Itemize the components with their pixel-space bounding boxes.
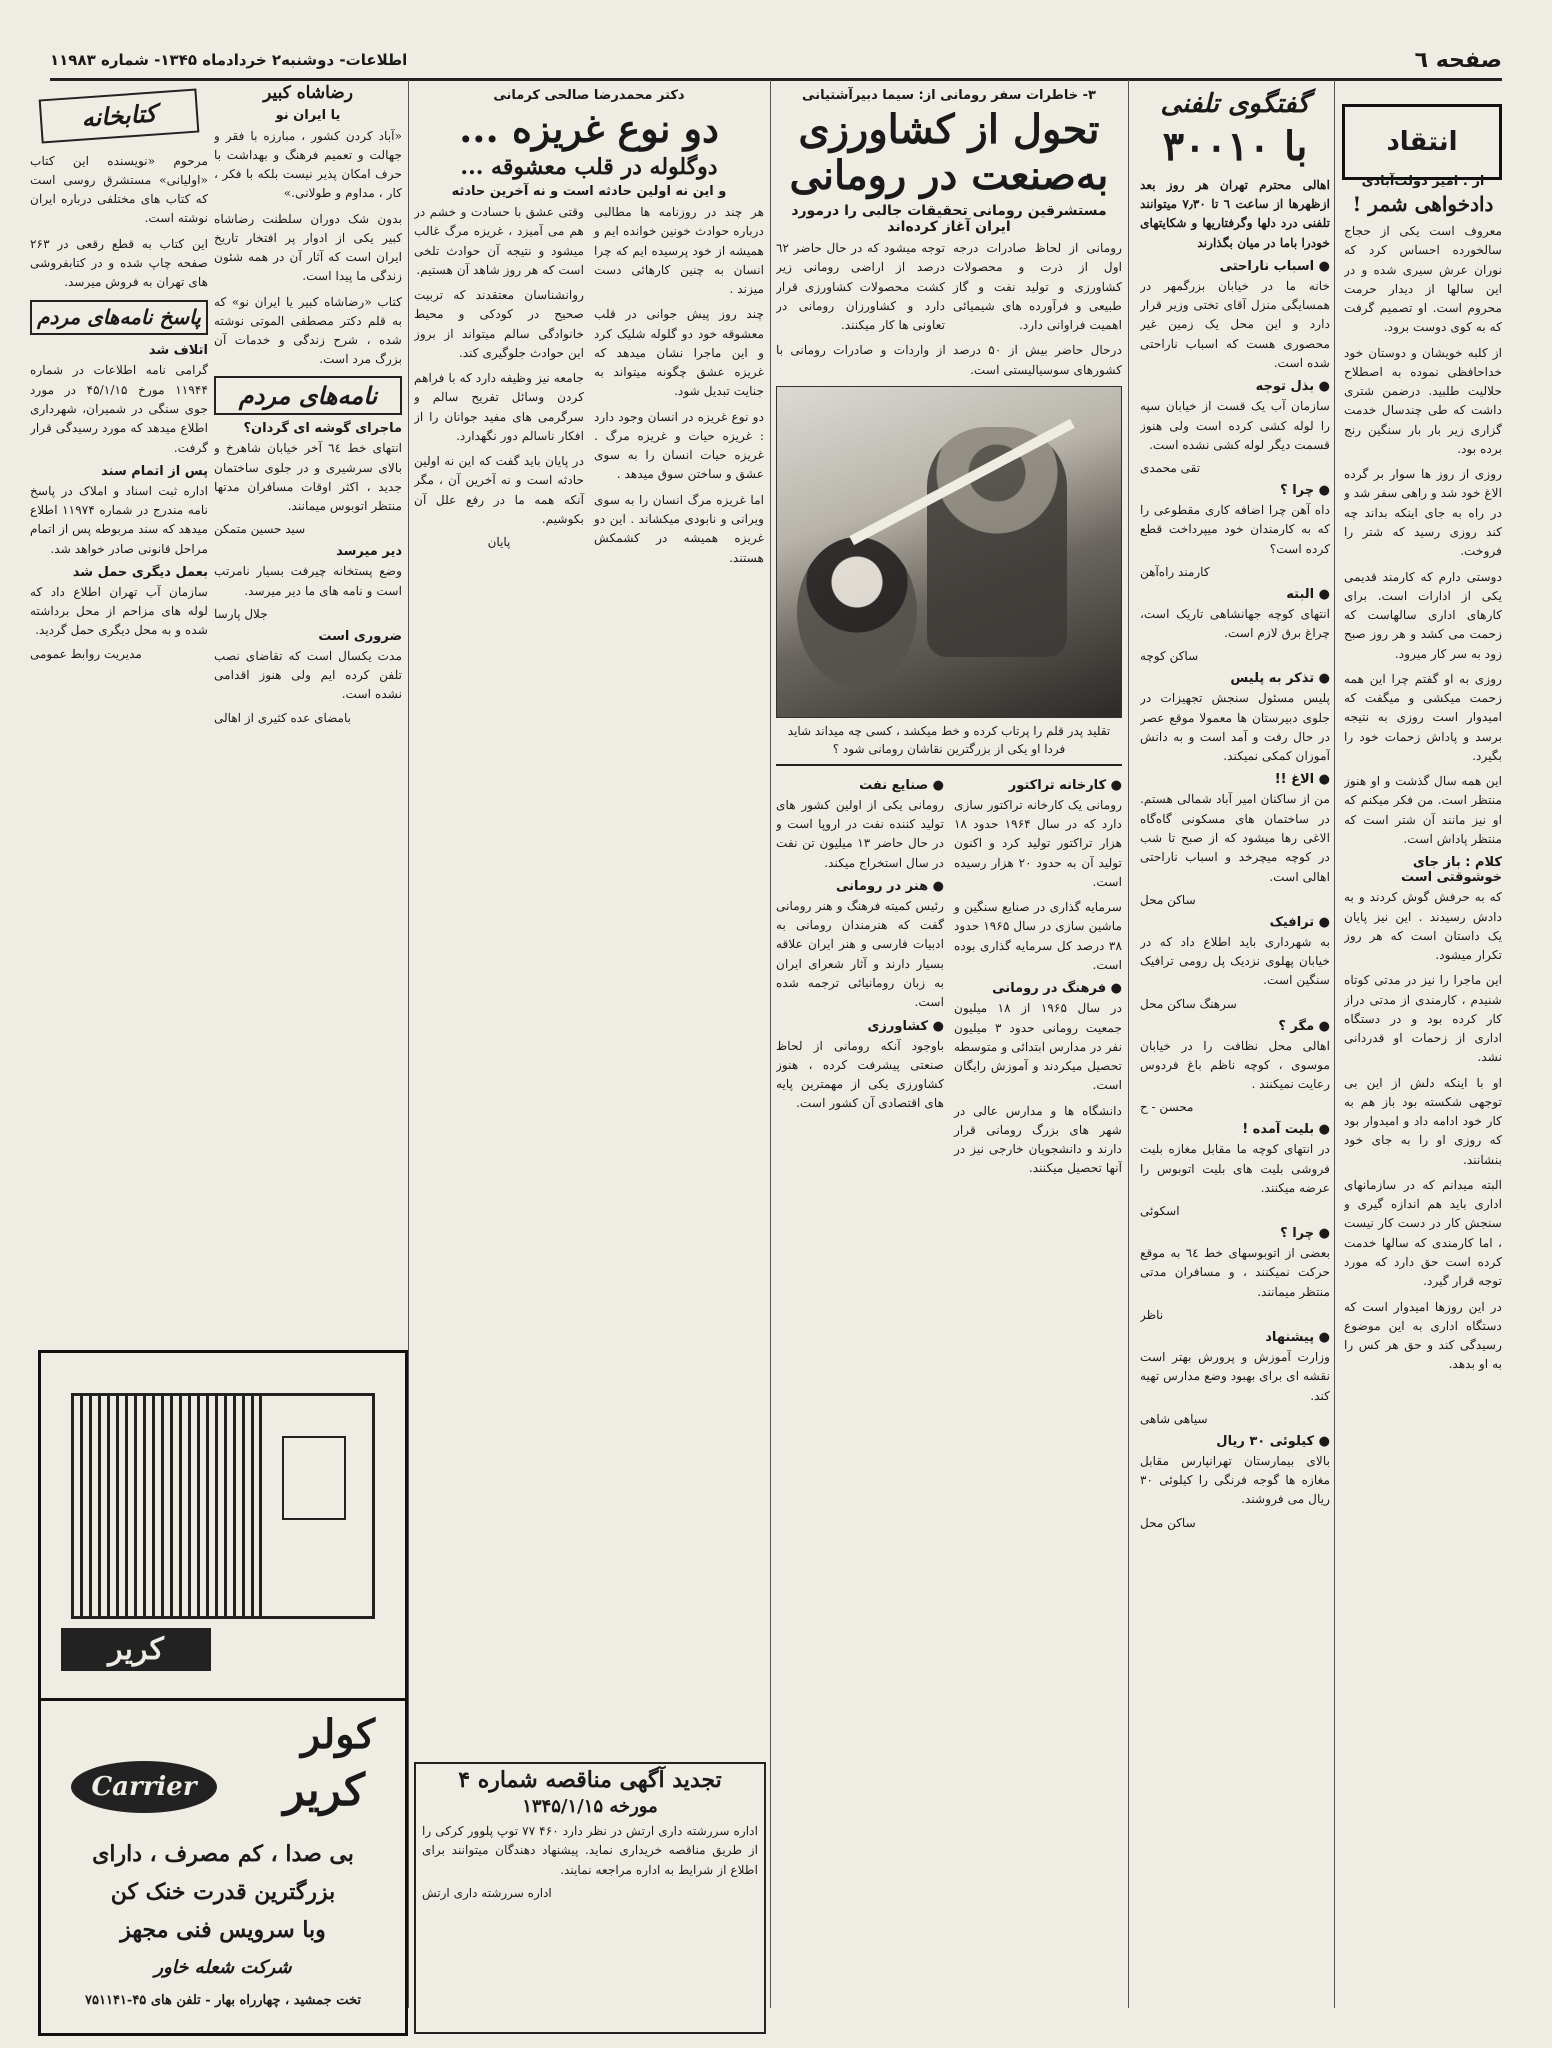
section-sign: کارمند راه‌آهن [1140,564,1210,579]
notice-date: مورخه ۱۳۴۵/۱/۱۵ [522,1796,658,1818]
photo-figure-child [797,537,917,687]
section-title: ● اسباب ناراحتی [1219,258,1330,274]
column-instinct [414,84,764,2044]
section-title: ● صنایع نفت [859,777,944,793]
issue-info: اطلاعات- دوشنبه۲ خردادماه ۱۳۴۵- شماره ۱۱۹۸۳ [50,51,408,69]
article-byline: دکتر محمدرضا صالحی کرمانی [493,88,685,103]
article-byline: ۳- خاطرات سفر رومانی از: سیما دبیرآشتیانی [802,88,1096,103]
article-end: پایان [487,535,511,550]
letter-title: ضروری است [318,628,402,644]
section-sign: محسن - ح [1140,1100,1194,1115]
section-sign: سرهنگ ساکن محل [1140,996,1237,1011]
article-paragraph: روزی از روز ها سوار بر گرده الاغ خود شد و راهی سفر شد و در راه به جای اینکه بداند چه کند روزی رسید که شتر را فروخت. [1344,467,1502,559]
article-paragraph: وقتی عشق با حسادت و خشم در هم می آمیزد ، غریزه مرگ غالب میشود و نتیجه آن حوادث تلخی است که هر روز شاهد آن هستیم. [414,204,584,277]
answer-body: اداره ثبت اسناد و املاک در پاسخ نامه مندرج در شماره ۱۱۹۷۴ اطلاع میدهد که سند مربوطه پس از اتمام مراحل قانونی صادر خواهد شد. [30,483,208,556]
section-body: انتهای کوچه جهانشاهی تاریک است، چراغ برق لازم است. [1140,606,1330,641]
section-body: بالای بیمارستان تهرانپارس مقابل مغازه ها گوجه فرنگی را کیلوئی ۳۰ ریال می فروشند. [1140,1453,1330,1507]
section-title: ● ترافیک [1269,914,1330,930]
letter-body: انتهای خط ٦٤ آخر خیابان شاهرخ و بالای سرشیری و در جلوی ساختمان جدید ، اکثر اوقات مسافران مدتها منتظر اتوبوس میمانند. [214,441,402,514]
section-title: ● فرهنگ در رومانی [992,981,1122,997]
article-paragraph: اما غریزه مرگ انسان را به سوی ویرانی و نابودی میکشاند . این دو غریزه همیشه در کشمکش هستند. [594,492,764,565]
section-body: به شهرداری باید اطلاع داد که در خیابان پهلوی نزدیک پل رومی ترافیک سنگین است. [1140,934,1330,988]
article-paragraph: «آباد کردن کشور ، مبارزه با فقر و جهالت و تعمیم فرهنگ و بهداشت با حرف امکان پذیر نیست بلکه با فکر ، کار ، مداوم و طولانی.» [214,128,402,201]
article-paragraph: دانشگاه ها و مدارس عالی در شهر های بزرگ رومانی قرار دارند و دانشجویان خارجی نیز در آنها تحصیل میکنند. [954,1103,1122,1176]
section-sign: اسکوئی [1140,1204,1180,1219]
body-columns [776,772,1122,1185]
article-paragraph: توجه میشود که در حال حاضر ٦۲ درصد از اراضی رومانی زیر کشت محصولات کشاورزی قرار دارد و کشاورزان رومانی در تعاونی ها کار میکنند. [776,241,945,333]
ad-address: تخت جمشید ، چهارراه بهار - تلفن های ۴۵-۷۵۱۱۴۱ [85,1993,361,2008]
notice-title: تجدید آگهی مناقصه شماره ۴ [458,1767,722,1793]
column-books [30,84,208,1354]
article-paragraph: جامعه نیز وظیفه دارد که با فراهم کردن وسائل تفریح سالم و سرگرمی های مفید جوانان را از افکار ناسالم دور نگهدارد. [414,371,584,443]
books-logo: کتابخانه [39,89,200,144]
article-paragraph: رئیس کمیته فرهنگ و هنر رومانی گفت که هنرمندان رومانی به ادبیات فارسی و هنر ایران علاقه بسیار دارند و آثار شعرای ایران به زبان رومانیائی ترجمه شده است. [776,898,944,1010]
letter-body: وضع پستخانه چیرفت بسیار نامرتب است و نامه های ما دیر میرسد. [214,564,402,598]
section-title: ● کشاورزی [867,1018,944,1034]
article-paragraph: درحال حاضر بیش از ۵۰ درصد از واردات و صادرات رومانی با کشورهای سوسیالیستی است. [776,343,1122,377]
article-title: دادخواهی شمر ! [1352,192,1494,216]
section-sign: ساکن محل [1140,892,1196,907]
ad-carrier: کریر [283,1765,365,1816]
section-title: ● پیشنهاد [1265,1329,1330,1345]
photo-caption: تقلید پدر قلم را پرتاب کرده و خط میکشد ، کسی چه میداند شاید فردا او یکی از بزرگترین نقاشان رومانی شود ؟ [787,723,1111,756]
answer-title: اتلاف شد [148,343,208,359]
section-title: ● هنر در رومانی [835,878,944,894]
section-title: ● کارخانه تراکتور [1008,777,1122,793]
article-paragraph: که به حرفش گوش کردند و به دادش رسیدند . این نیز پایان یک داستان است که هر روز تکرار میشود. [1344,890,1502,963]
carrier-advertisement [38,1350,408,2036]
divider [776,764,1122,766]
article-subtitle-2: و این نه اولین حادثه است و نه آخرین حادثه [451,183,727,199]
ad-text-3: وبا سرویس فنی مجهز [120,1917,326,1943]
section-body: اهالی محل نظافت را در خیابان موسوی ، کوچه ناظم باغ فردوس رعایت نمیکنند . [1140,1038,1330,1092]
body-column-right [954,772,1122,1185]
article-columns [414,203,764,574]
book-paragraph: مرحوم «نویسنده این کتاب «اولیانی» مستشرق روسی است که کتاب های مختلفی درباره ایران نوشته است. [30,153,208,226]
carrier-logo: Carrier [71,1761,217,1813]
article-paragraph: البته میدانم که در سازمانهای اداری باید هم اندازه گیری و سنجش کار در دست کار نیست ، اما کارمندی که سالها خدمت کرده است حق دارد که مورد توجه قرار گیرد. [1344,1177,1502,1289]
section-sign: سیاهی شاهی [1140,1411,1208,1426]
article-paragraph: سرمایه گذاری در صنایع سنگین و ماشین سازی در سال ۱۹۶۵ حدود ۳۸ درصد کل سرمایه گذاری بوده است. [954,900,1122,972]
page-number: صفحه ٦ [1414,47,1502,73]
article-title: تحول از کشاورزی [798,106,1100,153]
letter-title: ماجرای گوشه ای گردان؟ [243,421,402,437]
letter-sign: سید حسین متمکن [214,522,306,537]
section-sign: تقی محمدی [1140,461,1201,476]
column-dadkhahi [1344,170,1502,2044]
ad-text-2: بزرگترین قدرت خنک کن [110,1879,336,1905]
section-body: در انتهای کوچه ما مقابل مغازه بلیت فروشی بلیت های بلیت اتوبوس را عرضه میکنند. [1140,1142,1330,1195]
letter-body: مدت یکسال است که تقاضای نصب تلفن کرده ایم ولی هنوز اقدامی نشده است. [214,648,402,702]
column-rezashah [214,84,402,1354]
article-paragraph: چند روز پیش جوانی در قلب معشوقه خود دو گلوله شلیک کرد و این ماجرا نشان میدهد که غریزه عشق چگونه میتواند به جنایت تبدیل شود. [594,307,764,399]
answers-title: پاسخ نامه‌های مردم [30,300,208,335]
article-paragraph: دو نوع غریزه در انسان وجود دارد : غریزه حیات و غریزه مرگ . غریزه حیات انسان را به سوی عشق و ساختن سوق میدهد . [594,409,764,482]
article-paragraph: روانشناسان معتقدند که تربیت صحیح در کودکی و محیط خانوادگی سالم میتواند از بروز این حوادث جلوگیری کند. [414,288,584,360]
letter-sign: جلال پارسا [214,606,268,621]
section-title: ● الاغ !! [1274,772,1330,788]
section-body: خانه ما در خیابان بزرگمهر در همسایگی منزل آقای تختی وزیر قرار دارد و این محل یک زمین غیر محصوری هست که اسباب ناراحتی شده است. [1140,278,1330,371]
section-title: ● مگر ؟ [1278,1018,1330,1034]
notice-body: اداره سررشته داری ارتش در نظر دارد ۴۶۰ ۷۷ توپ پلوور کرکی را از طریق مناقصه خریداری نماید. پیشنهاد دهندگان میتوانند برای اطلاع از شرایط به اداره مراجعه نمایند. [422,1823,758,1877]
book-paragraph: این کتاب به قطع رقعی در ۲۶۳ صفحه چاپ شده و در کتابفروشی های تهران به فروش میرسد. [30,236,208,290]
section-title: ● چرا ؟ [1280,1226,1330,1242]
section-title: ● کیلوئی ۳۰ ریال [1216,1433,1330,1449]
article-paragraph: رومانی یک کارخانه تراکتور سازی دارد که در سال ۱۹۶۴ حدود ۱۸ هزار تراکتور تولید کرد و اکنون تولید آن به حدود ۲۰ هزار رسیده است. [954,797,1122,889]
ad-bottom [41,1698,405,2031]
tender-notice [414,1762,766,2034]
letter-sign: بامضای عده کثیری از اهالی [214,710,351,725]
ad-text-1: بی صدا ، کم مصرف ، دارای [92,1841,354,1867]
answer-sign: مدیریت روابط عمومی [30,646,142,661]
article-paragraph: از کلبه خویشان و دوستان خود خداحافظی نموده به اصطلاح حلالیت طلبید. درضمن شتری داشت که طی چندسال خدمت گزاری زیر بار بار سنگین رنج برده بود. [1344,345,1502,456]
section-body: من از ساکنان امیر آباد شمالی هستم. در ساختمان های مسکونی گاه‌گاه الاغی رها میشود که از صبح تا شب در کوچه میچرخد و اسباب ناراحتی اهالی است. [1140,792,1330,884]
article-paragraph: روزی به او گفتم چرا این همه زحمت میکشی و میگفت که امیدوار است روزی به نتیجه برسد و پاداش زحمات خود را بگیرد. [1344,671,1502,763]
letters-title: نامه‌های مردم [214,376,402,416]
masthead [50,42,1502,81]
answer-body: سازمان آب تهران اطلاع داد که لوله های مزاحم از محل برداشته شده و به محل دیگری حمل گردید. [30,584,208,638]
answer-title: بعمل دیگری حمل شد [72,564,208,580]
section-body: بعضی از اتوبوسهای خط ٦٤ به موقع حرکت نمیکنند ، و مسافران مدتی منتظر میمانند. [1140,1246,1330,1299]
article-paragraph: معروف است یکی از حجاج سالخورده احساس کرد که نوران عرش سیری شده و در این سالها از دیدار حرمت محروم است. او تصمیم گرفت که به کوی دوست برود. [1344,224,1502,335]
section-sign: ناظر [1140,1307,1164,1322]
article-subhead: کلام : باز جای خوشوقتی است [1401,855,1502,886]
section-body: داه آهن چرا اضافه کاری مقطوعی را که به کارمندان خود میپرداخت قطع کرده است؟ [1140,503,1330,556]
article-paragraph: دوستی دارم که کارمند قدیمی یکی از ادارات است. برای کارهای اداری سالهاست که زحمت می کشد و هر روز صبح زود به سر کار میرود. [1344,569,1502,661]
article-paragraph: در پایان باید گفت که این نه اولین حادثه است و نه آخرین آن ، مگر آنکه همه ما در رفع علل آن بکوشیم. [414,454,584,526]
intiqad-logo: انتقاد [1342,104,1502,180]
answer-body: گرامی نامه اطلاعات در شماره ۱۱۹۴۴ مورخ ۴۵/۱/۱۵ در مورد جوی سنگی در شمیران، شهرداری اطلاع میدهد که مورد رسیدگی قرار گرفت. [30,363,208,455]
notice-sign: اداره سررشته داری ارتش [422,1885,552,1900]
section-body: پلیس مسئول سنجش تجهیزات در جلوی دبیرستان ها معمولا موقع عصر در حال رفت و آمد است و به دانش آموزان کمکی نمیکند. [1140,691,1330,764]
ad-cooler: کولر [301,1711,375,1758]
article-title: دو نوع غریزه ... [459,106,719,151]
section-sign: ساکن محل [1140,1515,1196,1530]
article-paragraph: در سال ۱۹۶۵ از ۱۸ میلیون جمعیت رومانی حدود ۳ میلیون نفر در مدارس ابتدائی و متوسطه تحصیل میکردند و آموزش رایگان است. [954,1001,1122,1093]
column-divider [1334,80,1335,2008]
section-body: وزارت آموزش و پرورش بهتر است نقشه ای برای بهبود وضع مدارس تهیه کند. [1140,1349,1330,1403]
answer-title: پس از اتمام سند [101,463,208,479]
section-title: ● بذل توجه [1255,379,1330,395]
air-conditioner-image [71,1393,375,1619]
article-paragraph: رومانی یکی از اولین کشور های تولید کننده نفت در اروپا است و در حال حاضر ۱۳ میلیون تن نفت در سال استخراج میکند. [776,797,944,870]
article-title: رضاشاه کبیر [263,84,353,103]
article-paragraph: کتاب «رضاشاه کبیر یا ایران نو» که به قلم دکتر مصطفی الموتی نوشته شده ، شرح زندگی و خدمات آن بزرگ مرد است. [214,294,402,367]
ad-brand-fa: کریر [61,1628,211,1671]
section-body: سازمان آب یک قست از خیابان سپه را لوله کشی کرده است ولی هنوز قسمت دیگر لوله کشی نشده است. [1140,399,1330,452]
article-paragraph: در این روزها امیدوار است که دستگاه اداری به این موضوع رسیدگی کند و حق هر کس را به او بدهد. [1344,1299,1502,1372]
article-paragraph: این ماجرا را نیز در مدتی کوتاه شنیدم ، کارمندی از مدتی دراز کار کرده بود و در دستگاه اداری از زحمات او قدردانی نشد. [1344,973,1502,1065]
section-title: ● البته [1286,586,1330,602]
child-painting-photo [776,386,1122,718]
ad-company: شرکت شعله خاور [154,1957,292,1978]
phone-label: گفتگوی تلفنی [1160,89,1310,119]
section-sign: ساکن کوچه [1140,649,1199,664]
column-divider [1128,80,1129,2008]
article-column-right [594,203,764,574]
letter-title: دیر میرسد [336,544,402,560]
column-divider [770,80,771,2008]
column-phone [1140,84,1330,2044]
article-paragraph: او با اینکه دلش از این بی توجهی شکسته بود باز هم به کار خود ادامه داد و امیدوار بود که روزی او را به جای خود بنشانند. [1344,1075,1502,1167]
article-paragraph: باوجود آنکه رومانی از لحاظ صنعتی پیشرفت کرده ، هنوز کشاورزی یکی از مهمترین پایه های اقتصادی آن کشور است. [776,1038,944,1111]
article-title-line2: به‌صنعت در رومانی [789,152,1109,199]
phone-number: با ۳۰۰۱۰ [1162,122,1308,170]
article-paragraph: بدون شک دوران سلطنت رضاشاه کبیر یکی از ادوار پر افتخار تاریخ ایران است که آثار آن در همه شئون زندگی ما پیدا است. [214,211,402,284]
section-title: ● بلیت آمده ! [1242,1122,1330,1138]
article-subtitle: یا ایران نو [275,107,341,123]
article-paragraph: هر چند در روزنامه ها مطالبی درباره حوادث خونین خوانده ایم و همیشه از خود پرسیده ایم که چرا انسان به چنین کارهائی دست میزند . [594,204,764,297]
phone-intro: اهالی محترم تهران هر روز بعد ازظهرها از ساعت ٦ تا ۷٫۳۰ میتوانند تلفنی درد دلها وگرفتاریها و شکایتهای خودرا باما در میان بگذارند [1140,177,1330,250]
article-paragraph: رومانی از لحاظ صادرات درجه اول از ذرت و محصولات کشاورزی و تولید نفت و گاز طبیعی و فرآورده های شیمیائی اهمیت فراوانی دارد. [953,241,1122,333]
article-subtitle: دوگلوله در قلب معشوقه ... [460,153,718,180]
body-column-left [776,772,944,1185]
article-byline: از : امیر دولت‌آبادی [1361,174,1485,189]
intro-columns [776,239,1122,341]
section-title: ● چرا ؟ [1280,483,1330,499]
article-subtitle: مستشرقین رومانی تحقیقات جالبی را درمورد ایران آغاز کرده‌اند [791,203,1107,235]
section-title: ● تذکر به پلیس [1230,671,1330,687]
air-conditioner-panel [259,1396,372,1616]
article-column-left [414,203,584,574]
column-divider [408,80,409,2008]
article-paragraph: این همه سال گذشت و او هنوز منتظر است. من فکر میکنم که او نیز مانند آن شتر است که منتظر پاداش است. [1344,774,1502,846]
column-romania [776,84,1122,2044]
